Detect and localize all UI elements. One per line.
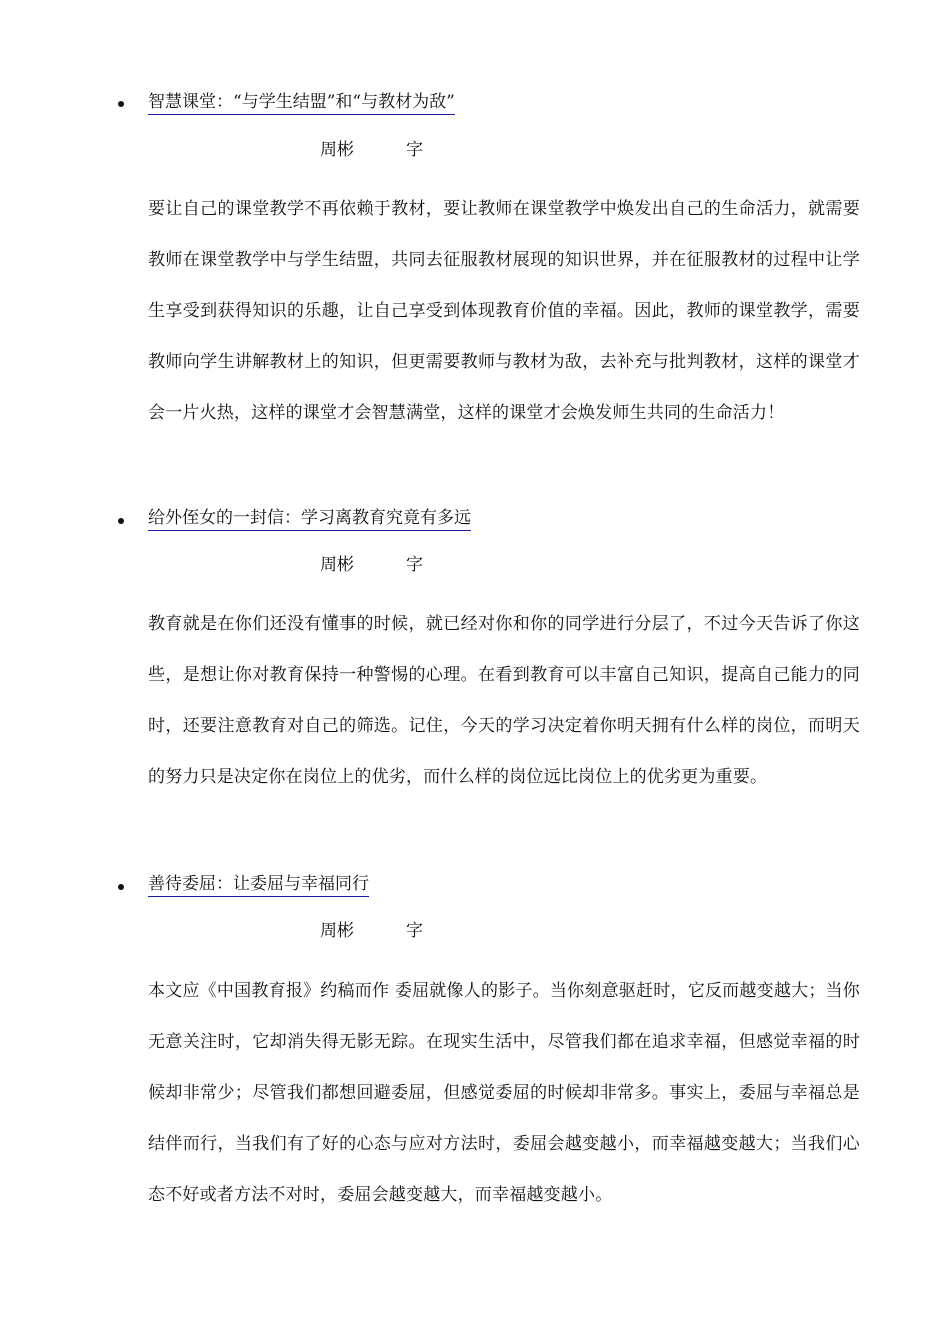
article-body: 教育就是在你们还没有懂事的时候，就已经对你和你的同学进行分层了，不过今天告诉了你这些，是想让你对教育保持一种警惕的心理。在看到教育可以丰富自己知识，提高自己能力的同时，还要注意教育对自己的筛选。记住，今天的学习决定着你明天拥有什么样的岗位，而明天的努力只是决定你在岗位上的优劣，而什么样的岗位远比岗位上的优劣更为重要。: [148, 614, 860, 787]
author-suffix: 字: [406, 555, 423, 575]
author-name: 周彬: [320, 140, 354, 160]
byline: [320, 920, 423, 942]
article-body: 要让自己的课堂教学不再依赖于教材，要让教师在课堂教学中焕发出自己的生命活力，就需要教师在课堂教学中与学生结盟，共同去征服教材展现的知识世界，并在征服教材的过程中让学生享受到获得知识的乐趣，让自己享受到体现教育价值的幸福。因此，教师的课堂教学，需要教师向学生讲解教材上的知识，但更需要教师与教材为敌，去补充与批判教材，这样的课堂才会一片火热，这样的课堂才会智慧满堂，这样的课堂才会焕发师生共同的生命活力！: [148, 199, 860, 423]
article-title-link[interactable]: 给外侄女的一封信：学习离教育究竟有多远: [148, 507, 471, 531]
bullet-icon: [118, 518, 124, 524]
byline: [320, 139, 423, 161]
article-body: 本文应《中国教育报》约稿而作 委屈就像人的影子。当你刻意驱赶时，它反而越变越大；当你无意关注时，它却消失得无影无踪。在现实生活中，尽管我们都在追求幸福，但感觉幸福的时候却非常少；尽管我们都想回避委屈，但感觉委屈的时候却非常多。事实上，委屈与幸福总是结伴而行，当我们有了好的心态与应对方法时，委屈会越变越小，而幸福越变越大；当我们心态不好或者方法不对时，委屈会越变越大，而幸福越变越小。: [148, 981, 860, 1205]
bullet-icon: [118, 884, 124, 890]
bullet-icon: [118, 101, 124, 107]
byline: [320, 554, 423, 576]
author-name: 周彬: [320, 555, 354, 575]
article-title-link[interactable]: 善待委屈：让委屈与幸福同行: [148, 873, 369, 897]
author-suffix: 字: [406, 140, 423, 160]
article-title-link[interactable]: 智慧课堂：“与学生结盟”和“与教材为敌”: [148, 91, 455, 115]
author-suffix: 字: [406, 921, 423, 941]
author-name: 周彬: [320, 921, 354, 941]
